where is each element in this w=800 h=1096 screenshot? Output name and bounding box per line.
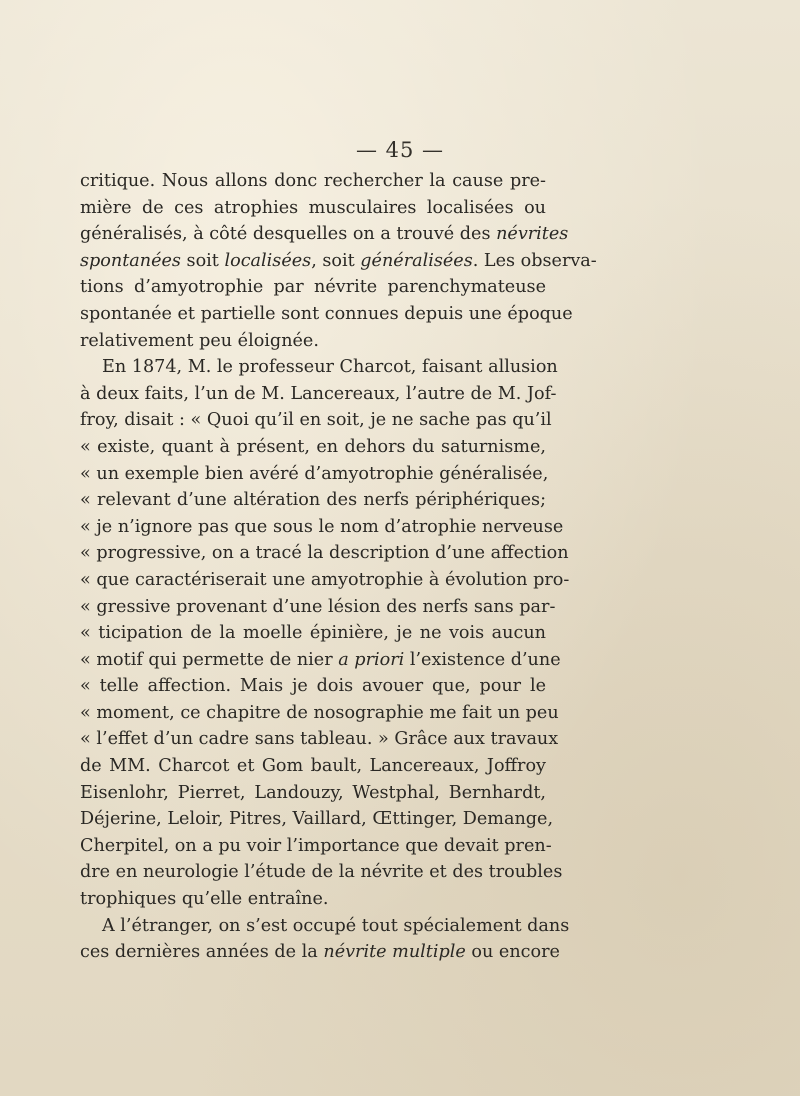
text-line: mière de ces atrophies musculaires localisées ou [80,197,546,218]
text-line: à deux faits, l’un de M. Lancereaux, l’autre de M. Jof- [80,383,557,404]
italic-text: localisées [224,250,312,271]
text-line: « que caractériserait une amyotrophie à évolution pro- [80,569,570,590]
italic-text: névrites [496,224,569,245]
text-line: Cherpitel, on a pu voir l’importance que devait pren- [80,835,552,856]
text-line: de MM. Charcot et Gom bault, Lancereaux, Joffroy [80,756,546,777]
text-line: « relevant d’une altération des nerfs périphériques; [80,490,546,511]
text-span: généralisés, à côté desquelles on a trouvé des [80,224,497,245]
text-line: « progressive, on a tracé la description d’une affection [80,543,569,564]
text-line [80,647,561,674]
text-line: Déjerine, Leloir, Pitres, Vaillard, Œttinger, Demange, [80,809,554,830]
text-span: ces dernières années de la [80,942,324,963]
text-line: dre en neurologie l’étude de la névrite et des troubles [80,862,563,883]
text-line: « existe, quant à présent, en dehors du saturnisme, [80,436,546,457]
text-span: , soit [311,250,361,271]
text-span: soit [180,250,225,271]
text-line: A l’étranger, on s’est occupé tout spécialement dans [102,915,570,936]
text-line: En 1874, M. le professeur Charcot, faisant allusion [102,357,558,378]
italic-text: a priori [338,649,405,670]
text-line: « telle affection. Mais je dois avouer que, pour le [80,676,546,697]
text-line: relativement peu éloignée. [80,330,319,351]
italic-text: névrite multiple [323,942,466,963]
text-line: « je n’ignore pas que sous le nom d’atrophie nerveuse [80,516,564,537]
text-line: critique. Nous allons donc rechercher la cause pre- [80,171,546,191]
text-span: . Les observa- [472,250,597,271]
italic-text: généralisées [360,250,473,271]
text-line [80,221,569,248]
text-span: ou encore [465,942,560,963]
text-line [80,939,560,966]
text-line: « l’effet d’un cadre sans tableau. » Grâce aux travaux [80,729,559,750]
text-line: « ticipation de la moelle épinière, je ne vois aucun [80,623,546,644]
text-line [80,248,597,275]
text-line: « un exemple bien avéré d’amyotrophie généralisée, [80,463,549,484]
text-line: tions d’amyotrophie par névrite parenchymateuse [80,277,546,298]
text-line: spontanée et partielle sont connues depuis une époque [80,303,573,324]
page-number: — 45 — [355,138,445,162]
text-span: l’existence d’une [404,649,561,670]
text-span: « motif qui permette de nier [80,649,339,670]
body-text [80,168,597,966]
italic-text: spontanées [80,250,181,271]
text-line: Eisenlohr, Pierret, Landouzy, Westphal, Bernhardt, [80,782,546,803]
text-line: trophiques qu’elle entraîne. [80,889,329,910]
text-line: froy, disait : « Quoi qu’il en soit, je ne sache pas qu’il [80,410,552,431]
text-line: « gressive provenant d’une lésion des nerfs sans par- [80,596,556,617]
text-line: « moment, ce chapitre de nosographie me fait un peu [80,702,559,723]
